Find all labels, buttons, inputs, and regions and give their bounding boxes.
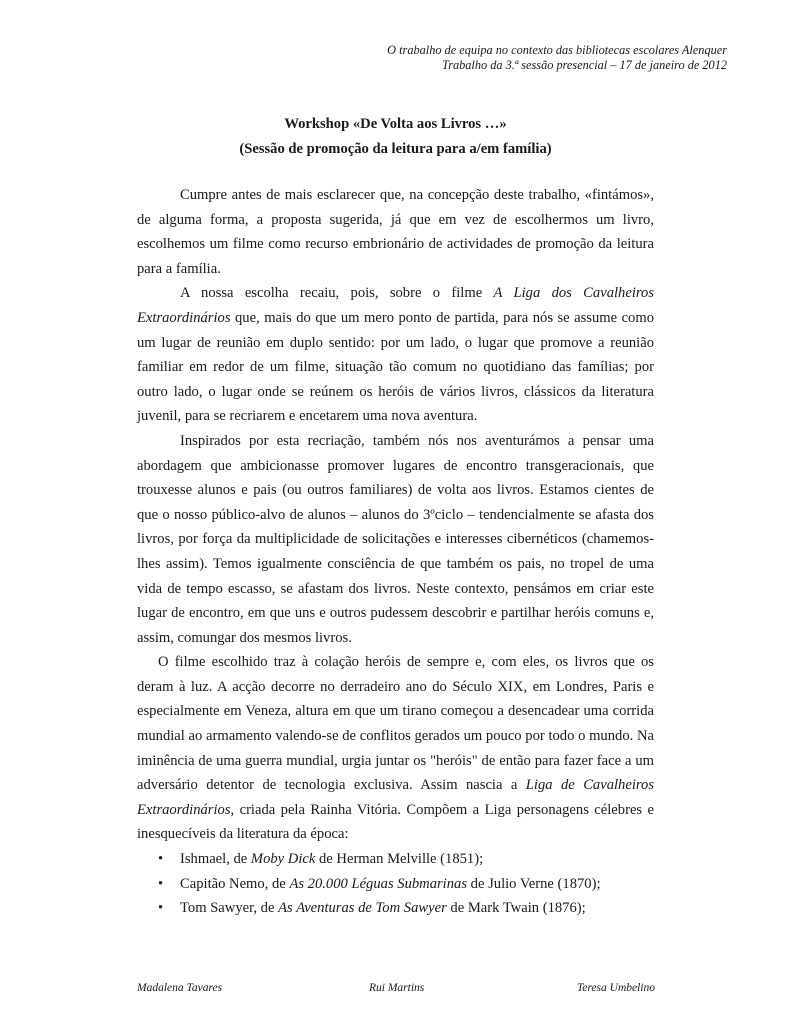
running-header bbox=[387, 43, 727, 73]
paragraph-4-text-a: O filme escolhido traz à colação heróis de sempre e, com eles, os livros que os deram à luz. A acção decorre no derradeiro ano do Século XIX, em Londres, Paris e especialmente em Veneza, altura em que um tirano começou a desencadear uma corrida mundial ao armamento valendo-se de conflitos gerados um pouco por todo o mundo. Na iminência de uma guerra mundial, urgia juntar os "heróis" de então para fazer face a um adversário detentor de tecnologia exclusiva. Assim nascia a bbox=[137, 654, 654, 794]
film-title: A Liga dos Cavalheiros Extraordinários bbox=[137, 285, 654, 326]
list-item bbox=[137, 872, 654, 897]
header-line-1: O trabalho de equipa no contexto das bibliotecas escolares Alenquer bbox=[387, 43, 727, 57]
book-title: Moby Dick bbox=[250, 851, 316, 868]
title-line-2: (Sessão de promoção da leitura para a/em família) bbox=[239, 141, 552, 157]
title-line-1: Workshop «De Volta aos Livros …» bbox=[284, 116, 507, 132]
footer-author-left: Madalena Tavares bbox=[137, 982, 223, 994]
list-item-pre: Ishmael, de bbox=[180, 851, 251, 868]
paragraph-2-text-a: A nossa escolha recaiu, pois, sobre o filme bbox=[180, 285, 494, 302]
list-item-post: de Julio Verne (1870); bbox=[467, 875, 601, 892]
list-item-pre: Tom Sawyer, de bbox=[180, 900, 279, 917]
list-item-post: de Herman Melville (1851); bbox=[315, 851, 484, 868]
header-line-2: Trabalho da 3.ª sessão presencial – 17 de janeiro de 2012 bbox=[442, 58, 727, 72]
character-list bbox=[137, 847, 654, 921]
document-title bbox=[0, 112, 791, 162]
bullet-icon: • bbox=[158, 875, 164, 892]
league-name: Liga de Cavalheiros Extraordinários bbox=[137, 777, 654, 818]
running-footer bbox=[137, 982, 655, 998]
paragraph-4 bbox=[137, 650, 654, 847]
bullet-icon: • bbox=[158, 900, 164, 917]
bullet-icon: • bbox=[158, 851, 164, 868]
paragraph-2 bbox=[137, 281, 654, 429]
book-title: As 20.000 Léguas Submarinas bbox=[289, 875, 468, 892]
footer-author-center: Rui Martins bbox=[369, 982, 425, 994]
book-title: As Aventuras de Tom Sawyer bbox=[278, 900, 447, 917]
paragraph-3: Inspirados por esta recriação, também nós nos aventurámos a pensar uma abordagem que ambicionasse promover lugares de encontro transgeracionais, que trouxesse alunos e pais (ou outros familiares) de volta aos livros. Estamos cientes de que o nosso público-alvo de alunos – alunos do 3ºciclo – tendencialmente se afasta dos livros, por força da multiplicidade de solicitações e interesses cibernéticos (chamemos-lhes assim). Temos igualmente consciência de que também os pais, no tropel de uma vida de tempo escasso, se afastam dos livros. Neste contexto, pensámos em criar este lugar de encontro, em que uns e outros pudessem descobrir e partilhar heróis comuns e, assim, comungar dos mesmos livros. bbox=[137, 432, 654, 646]
footer-author-right: Teresa Umbelino bbox=[576, 982, 655, 994]
paragraph-2-text-b: que, mais do que um mero ponto de partida, para nós se assume como um lugar de reunião em duplo sentido: por um lado, o lugar que promove a reunião familiar em redor de um filme, situação tão comum no quotidiano das famílias; por outro lado, o lugar onde se reúnem os heróis de vários livros, clássicos da literatura juvenil, para se recriarem e encetarem uma nova aventura. bbox=[137, 309, 654, 425]
list-item-pre: Capitão Nemo, de bbox=[180, 875, 290, 892]
list-item-post: de Mark Twain (1876); bbox=[446, 900, 586, 917]
list-item bbox=[137, 896, 654, 921]
paragraph-1: Cumpre antes de mais esclarecer que, na concepção deste trabalho, «fintámos», de alguma forma, a proposta sugerida, já que em vez de escolhermos um livro, escolhemos um filme como recurso embrionário de actividades de promoção da leitura para a família. bbox=[137, 187, 654, 277]
list-item bbox=[137, 847, 654, 872]
document-body bbox=[137, 183, 654, 921]
paragraph-4-text-b: , criada pela Rainha Vitória. Compõem a Liga personagens célebres e inesquecíveis da literatura da época: bbox=[137, 801, 654, 843]
